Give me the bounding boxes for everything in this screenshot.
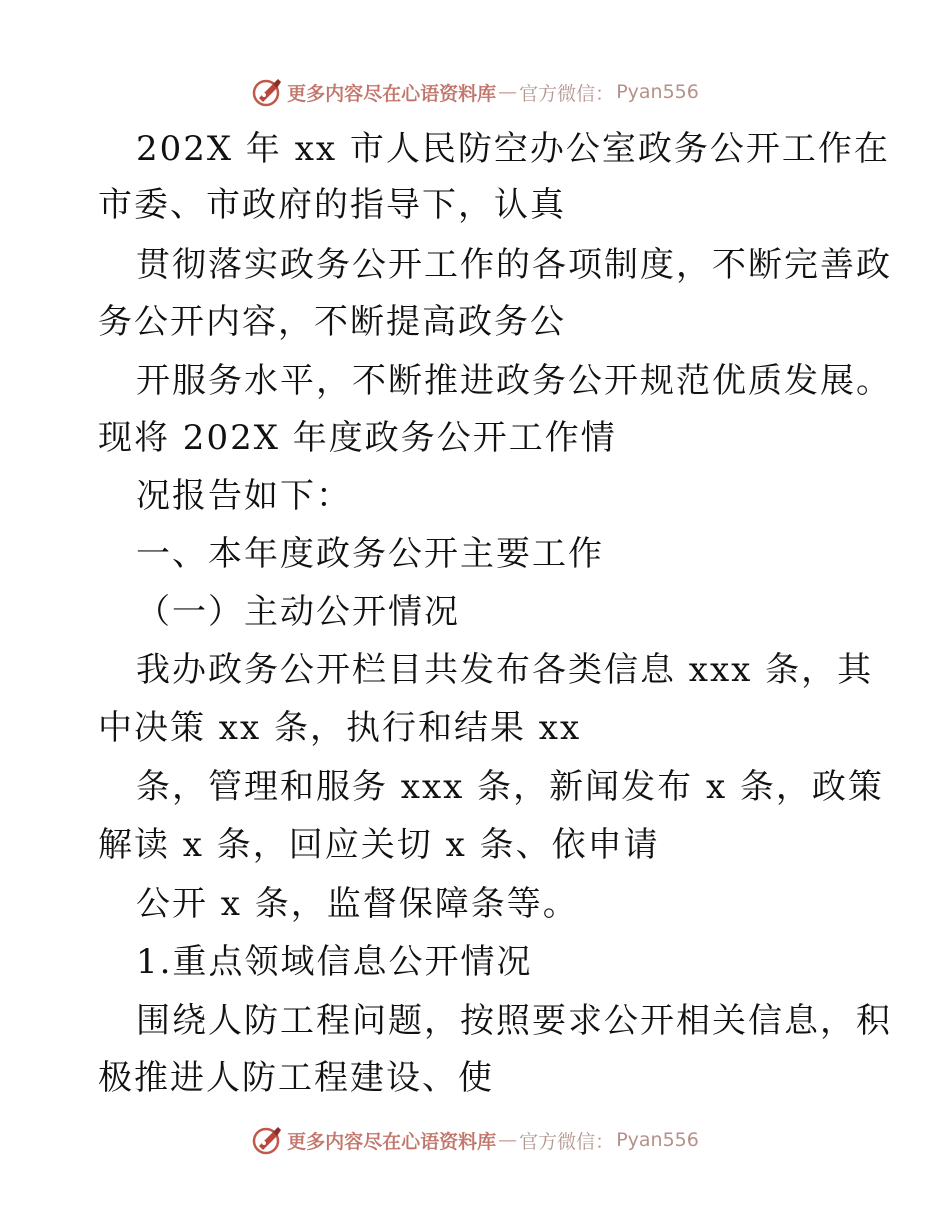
paragraph-line: 条，管理和服务 xxx 条，新闻发布 x 条，政策 bbox=[136, 767, 884, 807]
paragraph-line: 贯彻落实政务公开工作的各项制度，不断完善政 bbox=[136, 245, 892, 285]
watermark-dash: — bbox=[498, 81, 518, 103]
list-heading: 1.重点领域信息公开情况 bbox=[136, 942, 533, 982]
pen-logo-icon bbox=[251, 76, 283, 108]
paragraph-line: 解读 x 条，回应关切 x 条、依申请 bbox=[98, 825, 660, 865]
paragraph-line: 我办政务公开栏目共发布各类信息 xxx 条，其 bbox=[136, 650, 874, 690]
paragraph-line: 极推进人防工程建设、使 bbox=[98, 1058, 494, 1098]
watermark-main-text: 更多内容尽在心语资料库 bbox=[287, 1130, 497, 1153]
watermark-sub-text: 官方微信： bbox=[519, 82, 615, 105]
header-watermark bbox=[0, 72, 950, 112]
footer-watermark bbox=[0, 1120, 950, 1160]
paragraph-line: 现将 202X 年度政务公开工作情 bbox=[98, 418, 617, 458]
subsection-heading: （一）主动公开情况 bbox=[136, 592, 460, 632]
paragraph-line: 202X 年 xx 市人民防空办公室政务公开工作在 bbox=[136, 129, 890, 169]
pen-logo-icon bbox=[251, 1124, 283, 1156]
paragraph-line: 务公开内容，不断提高政务公 bbox=[98, 302, 566, 342]
paragraph-line: 围绕人防工程问题，按照要求公开相关信息，积 bbox=[136, 1001, 892, 1041]
paragraph-line: 况报告如下： bbox=[136, 476, 352, 516]
watermark-main-text: 更多内容尽在心语资料库 bbox=[287, 82, 497, 105]
watermark-id-text: Pyan556 bbox=[616, 81, 699, 103]
paragraph-line: 市委、市政府的指导下，认真 bbox=[98, 185, 566, 225]
watermark-sub-text: 官方微信： bbox=[519, 1130, 615, 1153]
watermark-dash: — bbox=[498, 1129, 518, 1151]
paragraph-line: 公开 x 条，监督保障条等。 bbox=[136, 884, 579, 924]
paragraph-line: 开服务水平，不断推进政务公开规范优质发展。 bbox=[136, 361, 892, 401]
watermark-id-text: Pyan556 bbox=[616, 1129, 699, 1151]
section-heading: 一、本年度政务公开主要工作 bbox=[136, 534, 604, 574]
paragraph-line: 中决策 xx 条，执行和结果 xx bbox=[98, 708, 582, 748]
